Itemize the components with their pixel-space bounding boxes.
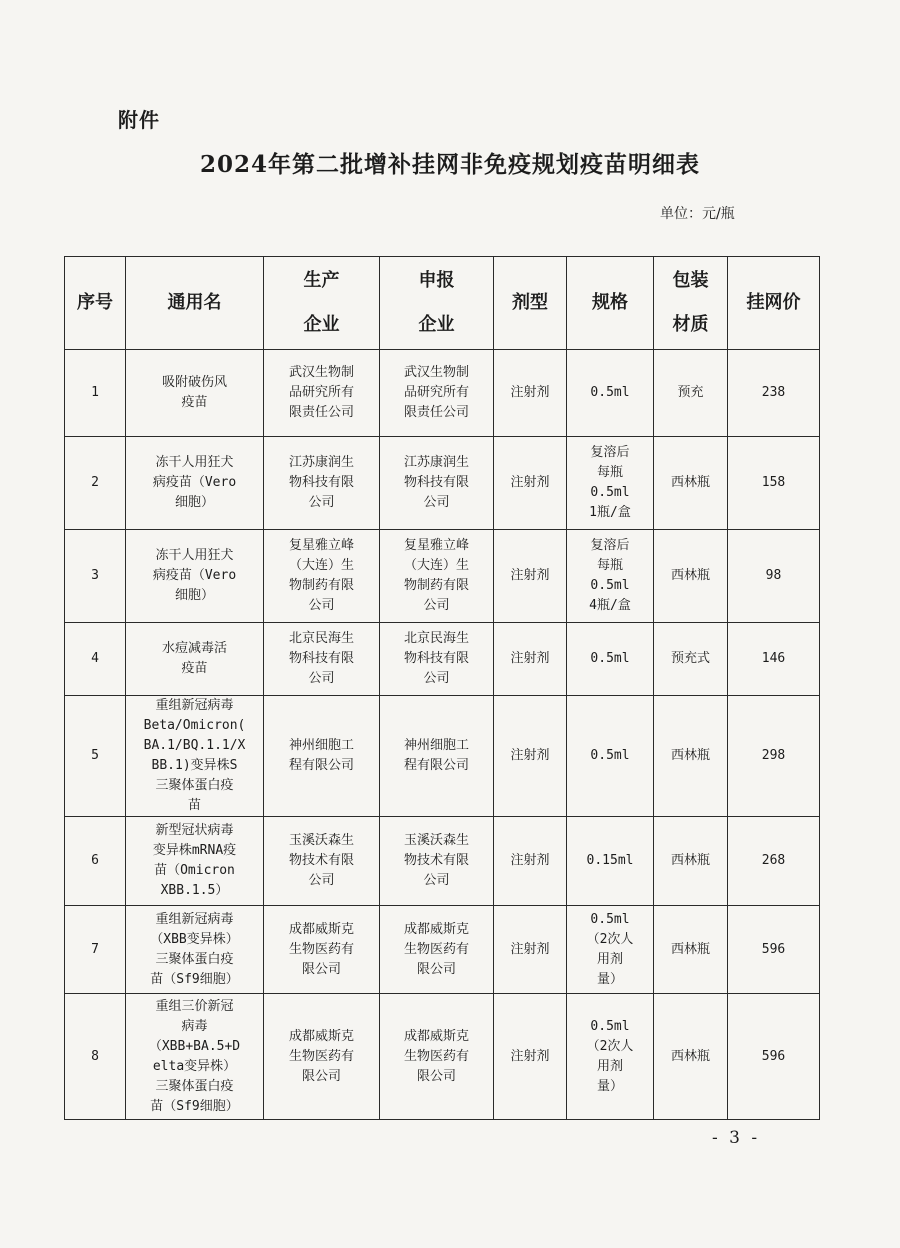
- applicant-cell-line: 生物医药有: [403, 1048, 469, 1064]
- vaccine-name-cell-line: BB.1)变异株S: [151, 758, 238, 773]
- applicant-cell-line: 物技术有限: [403, 853, 469, 868]
- header-manufacturer-line: 企业: [303, 314, 340, 335]
- vaccine-name-cell-line: 冻干人用狂犬: [155, 455, 234, 470]
- applicant-cell: [380, 696, 494, 817]
- table-header-row: [65, 257, 820, 350]
- manufacturer-cell-line: 公司: [308, 598, 335, 613]
- applicant-cell: [380, 530, 494, 623]
- table-row: [65, 350, 820, 437]
- price-cell: 268: [728, 817, 820, 906]
- seq-cell: 8: [65, 994, 126, 1120]
- vaccine-name-cell-line: 苗（Sf9细胞）: [150, 971, 239, 987]
- spec-cell-line: 每瓶: [596, 465, 623, 480]
- applicant-cell-line: 北京民海生: [403, 631, 469, 646]
- price-cell: 158: [728, 437, 820, 530]
- vaccine-name-cell-line: 苗: [187, 798, 201, 813]
- table-row: [65, 994, 820, 1120]
- header-price: 挂网价: [728, 257, 820, 350]
- vaccine-name-cell-line: 吸附破伤风: [161, 375, 227, 390]
- manufacturer-cell-line: 江苏康润生: [288, 455, 354, 470]
- spec-cell-line: （2次人: [586, 931, 634, 947]
- manufacturer-cell-line: 成都威斯克: [288, 921, 354, 937]
- vaccine-name-cell-line: 细胞）: [174, 588, 214, 603]
- form-cell: 注射剂: [494, 696, 567, 817]
- header-packaging-line: 包装: [672, 270, 709, 291]
- applicant-cell-line: 公司: [423, 671, 450, 686]
- manufacturer-cell: [264, 906, 380, 994]
- form-cell: 注射剂: [494, 817, 567, 906]
- header-packaging: [654, 257, 728, 350]
- price-cell: 238: [728, 350, 820, 437]
- table-row: [65, 623, 820, 696]
- header-seq: 序号: [65, 257, 126, 350]
- vaccine-name-cell-line: 三聚体蛋白疫: [155, 778, 234, 793]
- manufacturer-cell-line: 武汉生物制: [288, 365, 354, 380]
- vaccine-name-cell-line: 苗（Sf9细胞）: [150, 1098, 239, 1114]
- seq-cell: 1: [65, 350, 126, 437]
- manufacturer-cell: [264, 530, 380, 623]
- applicant-cell-line: 限公司: [416, 961, 456, 977]
- applicant-cell-line: 江苏康润生: [403, 455, 469, 470]
- spec-cell-line: 量）: [596, 1078, 623, 1094]
- header-applicant-line: 申报: [418, 270, 455, 291]
- manufacturer-cell-line: 限责任公司: [288, 405, 354, 420]
- applicant-cell-line: 成都威斯克: [403, 1028, 469, 1044]
- seq-cell: 3: [65, 530, 126, 623]
- unit-label: 单位：元/瓶: [660, 206, 735, 222]
- applicant-cell-line: 公司: [423, 598, 450, 613]
- spec-cell: [567, 817, 654, 906]
- manufacturer-cell-line: 物科技有限: [288, 651, 354, 666]
- packaging-cell: 预充式: [654, 623, 728, 696]
- applicant-cell-line: 物科技有限: [403, 475, 469, 490]
- applicant-cell-line: 生物医药有: [403, 941, 469, 957]
- seq-cell: 6: [65, 817, 126, 906]
- manufacturer-cell-line: 限公司: [301, 1068, 341, 1084]
- vaccine-name-cell-line: 疫苗: [181, 661, 208, 676]
- packaging-cell: 西林瓶: [654, 906, 728, 994]
- applicant-cell: [380, 994, 494, 1120]
- vaccine-name-cell-line: Beta/Omicron(: [143, 718, 246, 733]
- spec-cell-line: 0.5ml: [590, 578, 630, 593]
- price-cell: 596: [728, 906, 820, 994]
- spec-cell-line: 0.15ml: [586, 853, 634, 868]
- manufacturer-cell: [264, 817, 380, 906]
- applicant-cell-line: 复星雅立峰: [403, 538, 469, 553]
- applicant-cell-line: 玉溪沃森生: [403, 833, 469, 848]
- vaccine-name-cell-line: 病毒: [181, 1018, 208, 1034]
- header-applicant: [380, 257, 494, 350]
- document-title: 2024年第二批增补挂网非免疫规划疫苗明细表: [199, 151, 700, 178]
- manufacturer-cell-line: 生物医药有: [288, 941, 354, 957]
- vaccine-name-cell-line: BA.1/BQ.1.1/X: [143, 738, 246, 753]
- vaccine-name-cell: [126, 437, 264, 530]
- spec-cell: [567, 437, 654, 530]
- form-cell: 注射剂: [494, 994, 567, 1120]
- spec-cell: [567, 623, 654, 696]
- applicant-cell-line: 品研究所有: [403, 385, 469, 400]
- header-manufacturer: [264, 257, 380, 350]
- vaccine-name-cell: [126, 817, 264, 906]
- form-cell: 注射剂: [494, 437, 567, 530]
- manufacturer-cell-line: 限公司: [301, 961, 341, 977]
- table-body: [65, 350, 820, 1120]
- packaging-cell: 预充: [654, 350, 728, 437]
- vaccine-name-cell-line: 病疫苗（Vero: [152, 568, 237, 583]
- applicant-cell-line: 神州细胞工: [403, 738, 469, 753]
- table-row: [65, 530, 820, 623]
- packaging-cell: 西林瓶: [654, 994, 728, 1120]
- spec-cell-line: 量）: [596, 971, 623, 987]
- manufacturer-cell-line: 公司: [308, 495, 335, 510]
- table-row: [65, 906, 820, 994]
- manufacturer-cell-line: 物科技有限: [288, 475, 354, 490]
- vaccine-name-cell-line: 三聚体蛋白疫: [155, 1078, 234, 1094]
- manufacturer-cell-line: （大连）生: [288, 558, 354, 573]
- vaccine-name-cell-line: （XBB+BA.5+D: [148, 1038, 241, 1054]
- manufacturer-cell-line: 生物医药有: [288, 1048, 354, 1064]
- vaccine-name-cell-line: 疫苗: [181, 395, 208, 410]
- manufacturer-cell: [264, 350, 380, 437]
- manufacturer-cell-line: 程有限公司: [288, 758, 354, 773]
- vaccine-name-cell: [126, 994, 264, 1120]
- price-cell: 596: [728, 994, 820, 1120]
- manufacturer-cell-line: 神州细胞工: [288, 738, 354, 753]
- spec-cell: [567, 906, 654, 994]
- manufacturer-cell: [264, 994, 380, 1120]
- manufacturer-cell-line: 复星雅立峰: [288, 538, 354, 553]
- applicant-cell-line: 公司: [423, 495, 450, 510]
- manufacturer-cell-line: 公司: [308, 671, 335, 686]
- packaging-cell: 西林瓶: [654, 530, 728, 623]
- applicant-cell-line: 程有限公司: [403, 758, 469, 773]
- vaccine-name-cell-line: 变异株mRNA疫: [152, 843, 237, 858]
- form-cell: 注射剂: [494, 350, 567, 437]
- vaccine-name-cell-line: 细胞）: [174, 495, 214, 510]
- manufacturer-cell-line: 物技术有限: [288, 853, 354, 868]
- table-row: [65, 437, 820, 530]
- seq-cell: 7: [65, 906, 126, 994]
- vaccine-name-cell: [126, 696, 264, 817]
- spec-cell-line: 0.5ml: [590, 1018, 630, 1034]
- vaccine-name-cell-line: 三聚体蛋白疫: [155, 951, 234, 967]
- table-row: [65, 696, 820, 817]
- vaccine-name-cell-line: 冻干人用狂犬: [155, 548, 234, 563]
- vaccine-name-cell-line: 病疫苗（Vero: [152, 475, 237, 490]
- applicant-cell-line: 限责任公司: [403, 405, 469, 420]
- applicant-cell-line: 武汉生物制: [403, 365, 469, 380]
- form-cell: 注射剂: [494, 530, 567, 623]
- applicant-cell-line: 限公司: [416, 1068, 456, 1084]
- spec-cell-line: 1瓶/盒: [589, 505, 631, 520]
- applicant-cell-line: 物制药有限: [403, 578, 469, 593]
- manufacturer-cell-line: 成都威斯克: [288, 1028, 354, 1044]
- applicant-cell-line: 成都威斯克: [403, 921, 469, 937]
- vaccine-name-cell-line: 重组新冠病毒: [155, 911, 234, 927]
- price-cell: 146: [728, 623, 820, 696]
- header-spec: 规格: [567, 257, 654, 350]
- page-number: - 3 -: [712, 1128, 761, 1148]
- vaccine-name-cell-line: elta变异株）: [152, 1058, 237, 1074]
- applicant-cell: [380, 350, 494, 437]
- spec-cell-line: 0.5ml: [590, 651, 630, 666]
- header-applicant-line: 企业: [418, 314, 455, 335]
- seq-cell: 5: [65, 696, 126, 817]
- seq-cell: 4: [65, 623, 126, 696]
- packaging-cell: 西林瓶: [654, 437, 728, 530]
- form-cell: 注射剂: [494, 906, 567, 994]
- applicant-cell: [380, 623, 494, 696]
- header-manufacturer-line: 生产: [303, 270, 340, 291]
- vaccine-name-cell: [126, 350, 264, 437]
- packaging-cell: 西林瓶: [654, 696, 728, 817]
- packaging-cell: 西林瓶: [654, 817, 728, 906]
- spec-cell-line: 0.5ml: [590, 485, 630, 500]
- vaccine-name-cell-line: 重组新冠病毒: [155, 698, 234, 713]
- manufacturer-cell-line: 北京民海生: [288, 631, 354, 646]
- spec-cell-line: 4瓶/盒: [589, 598, 631, 613]
- applicant-cell: [380, 817, 494, 906]
- vaccine-name-cell: [126, 906, 264, 994]
- applicant-cell: [380, 906, 494, 994]
- spec-cell: [567, 696, 654, 817]
- spec-cell-line: 用剂: [596, 1058, 623, 1074]
- spec-cell-line: 0.5ml: [590, 748, 630, 763]
- vaccine-name-cell: [126, 530, 264, 623]
- manufacturer-cell: [264, 437, 380, 530]
- manufacturer-cell-line: 玉溪沃森生: [288, 833, 354, 848]
- spec-cell-line: 复溶后: [590, 538, 630, 553]
- vaccine-name-cell-line: 水痘减毒活: [161, 641, 227, 656]
- seq-cell: 2: [65, 437, 126, 530]
- applicant-cell: [380, 437, 494, 530]
- vaccine-name-cell-line: XBB.1.5）: [160, 883, 229, 898]
- applicant-cell-line: （大连）生: [403, 558, 469, 573]
- price-cell: 98: [728, 530, 820, 623]
- spec-cell: [567, 530, 654, 623]
- spec-cell-line: 0.5ml: [590, 385, 630, 400]
- spec-cell: [567, 994, 654, 1120]
- spec-cell-line: 每瓶: [596, 558, 623, 573]
- vaccine-name-cell: [126, 623, 264, 696]
- attachment-label: 附件: [118, 108, 160, 132]
- vaccine-name-cell-line: （XBB变异株）: [150, 931, 239, 947]
- manufacturer-cell: [264, 696, 380, 817]
- form-cell: 注射剂: [494, 623, 567, 696]
- vaccine-name-cell-line: 新型冠状病毒: [155, 823, 234, 838]
- manufacturer-cell-line: 品研究所有: [288, 385, 354, 400]
- vaccine-table: [64, 256, 820, 1120]
- header-form: 剂型: [494, 257, 567, 350]
- applicant-cell-line: 物科技有限: [403, 651, 469, 666]
- spec-cell-line: 复溶后: [590, 445, 630, 460]
- spec-cell-line: 用剂: [596, 951, 623, 967]
- vaccine-name-cell-line: 苗（Omicron: [154, 863, 235, 878]
- manufacturer-cell: [264, 623, 380, 696]
- spec-cell-line: 0.5ml: [590, 911, 630, 927]
- header-name: 通用名: [126, 257, 264, 350]
- manufacturer-cell-line: 物制药有限: [288, 578, 354, 593]
- price-cell: 298: [728, 696, 820, 817]
- spec-cell-line: （2次人: [586, 1038, 634, 1054]
- table-row: [65, 817, 820, 906]
- header-packaging-line: 材质: [672, 314, 709, 335]
- spec-cell: [567, 350, 654, 437]
- vaccine-name-cell-line: 重组三价新冠: [155, 998, 234, 1014]
- manufacturer-cell-line: 公司: [308, 873, 335, 888]
- applicant-cell-line: 公司: [423, 873, 450, 888]
